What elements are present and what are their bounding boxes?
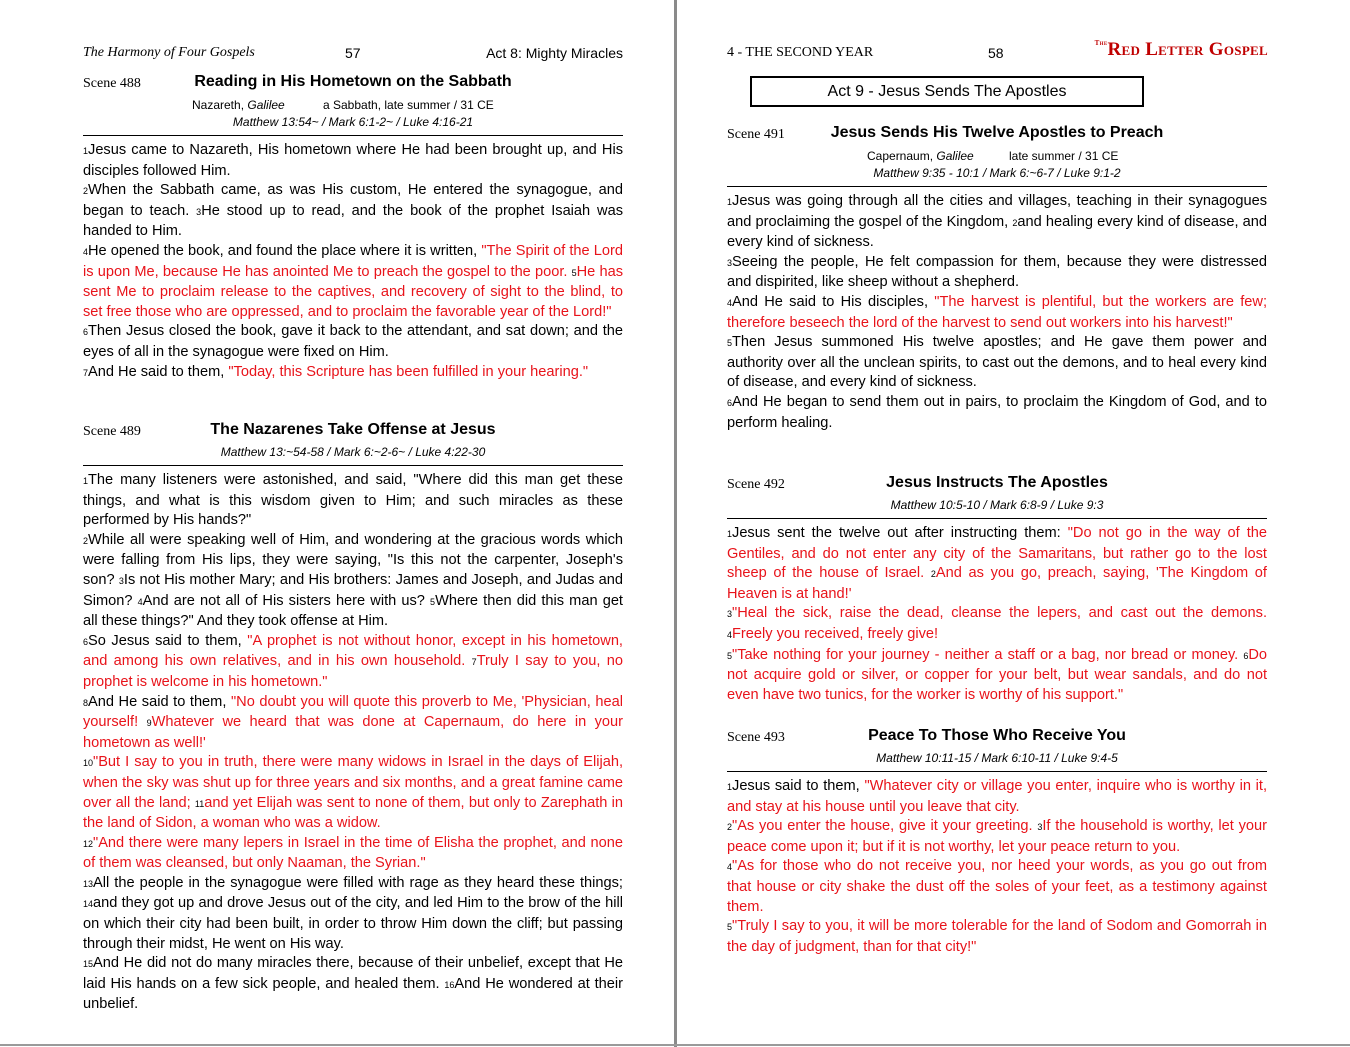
running-head-act: Act 8: Mighty Miracles — [486, 45, 623, 61]
verse-number: 1 — [727, 197, 733, 207]
verse-text: Jesus said to them, — [732, 778, 865, 794]
verse-text: And He did not do many miracles there, because of their unbelief, except that He laid His hands on a few sick people, and healed them. — [83, 955, 623, 992]
verse-number: 4 — [83, 246, 89, 257]
scene-488 — [83, 72, 623, 383]
verse-text: And He said to them, — [88, 363, 229, 380]
red-letter-text: and yet Elijah was sent to none of them, but only to Zarephath in the land of Sidon, a woman who was a widow. — [83, 794, 623, 832]
location-time: a Sabbath, late summer / 31 CE — [323, 98, 494, 112]
red-letter-text: "Whatever city or village you enter, inquire who is worthy in it, and stay at his house until you leave that city. — [727, 778, 1267, 815]
scripture-references: Matthew 10:11-15 / Mark 6:10-11 / Luke 9:4-5 — [876, 751, 1118, 765]
red-letter-text: "No doubt you will quote this proverb to Me, 'Physician, heal yourself! — [83, 693, 623, 731]
scene-rule — [727, 186, 1267, 187]
scene-verses — [727, 524, 1267, 705]
red-letter-text: "Today, this Scripture has been fulfilled in your hearing." — [228, 363, 589, 380]
scene-rule — [83, 135, 623, 136]
verse-paragraph — [727, 646, 1267, 706]
verse-paragraph — [727, 857, 1267, 917]
scripture-references: Matthew 9:35 - 10:1 / Mark 6:~6-7 / Luke 9:1-2 — [873, 166, 1121, 180]
verse-text: All the people in the synagogue were filled with rage as they heard these things; — [93, 874, 623, 891]
scene-rule — [83, 465, 623, 466]
red-letter-text: And as you go, preach, saying, 'The Kingdom of Heaven is at hand!' — [727, 565, 1267, 602]
verse-number: 5 — [430, 596, 436, 607]
verse-number: 1 — [83, 476, 89, 486]
verse-number: 5 — [727, 650, 733, 661]
verse-text: And He began to send them out in pairs, to proclaim the Kingdom of God, and to perform healing. — [727, 393, 1267, 431]
verse-paragraph — [83, 834, 623, 874]
scene-title: Peace To Those Who Receive You — [868, 727, 1126, 744]
verse-number: 4 — [137, 596, 143, 607]
verse-number: 1 — [83, 146, 89, 156]
verse-paragraph — [83, 632, 623, 693]
left-page — [0, 0, 674, 1047]
verse-number: 13 — [83, 878, 94, 889]
scene-rule — [727, 518, 1267, 519]
scene-location — [83, 96, 623, 114]
verse-number: 5 — [727, 338, 733, 349]
scene-number: Scene 489 — [83, 424, 141, 439]
verse-number: 1 — [727, 529, 733, 539]
red-letter-text: "As you enter the house, give it your greeting. — [732, 818, 1038, 835]
scene-verses — [727, 777, 1267, 957]
running-head-section: 4 - THE SECOND YEAR — [727, 45, 874, 60]
verse-paragraph — [83, 954, 623, 1015]
verse-number: 3 — [118, 575, 124, 586]
page-number: 58 — [988, 45, 1004, 61]
verse-paragraph — [727, 777, 1267, 817]
verse-paragraph — [83, 242, 623, 322]
verse-number: 2 — [83, 535, 89, 546]
verse-number: 2 — [83, 186, 89, 197]
verse-number: 3 — [1037, 822, 1043, 833]
verse-text: He opened the book, and found the place where it is written, — [88, 242, 482, 259]
red-letter-text: "Truly I say to you, it will be more tolerable for the land of Sodom and Gomorrah in the day of judgment, than for that city!" — [727, 918, 1267, 955]
verse-paragraph — [83, 181, 623, 242]
scene-489 — [83, 420, 623, 1015]
verse-number: 4 — [727, 629, 733, 640]
scene-title: The Nazarenes Take Offense at Jesus — [210, 421, 496, 438]
verse-paragraph — [83, 141, 623, 181]
act-title-box: Act 9 - Jesus Sends The Apostles — [750, 76, 1144, 107]
red-letter-text: "A prophet is not without honor, except in his hometown, and among his own relatives, and in his own household. — [83, 632, 623, 670]
verse-paragraph — [727, 192, 1267, 253]
verse-number: 12 — [83, 838, 94, 849]
red-letter-text: Freely you received, freely give! — [732, 625, 939, 642]
verse-number: 2 — [1012, 217, 1018, 228]
red-letter-text: Truly I say to you, no prophet is welcome in his hometown." — [83, 653, 623, 690]
red-letter-text: Do not acquire gold or silver, or copper for your belt, but wear sandals, and do not even have two tunics, for the worker is worthy of his support." — [727, 646, 1267, 703]
verse-text: Then Jesus summoned His twelve apostles; and He gave them power and authority over all the unclean spirits, to cast out the demons, and to heal every kind of disease, and every kind of sickness. — [727, 334, 1267, 391]
scene-492 — [727, 473, 1267, 705]
verse-paragraph — [83, 531, 623, 632]
verse-text: And He said to His disciples, — [732, 293, 935, 310]
red-letter-text: He has sent Me to proclaim release to the captives, and recovery of sight to the blind, to set free those who are oppressed, and to proclaim the favorable year of the Lord!" — [83, 263, 624, 320]
location-region: Galilee — [247, 98, 285, 112]
verse-text: Jesus came to Nazareth, His hometown where He had been brought up, and His disciples followed Him. — [83, 142, 623, 179]
verse-paragraph — [83, 471, 623, 531]
page-number: 57 — [345, 45, 361, 61]
verse-number: 5 — [571, 267, 577, 278]
scene-verses — [83, 141, 623, 383]
verse-text: Is not His mother Mary; and His brothers: James and Joseph, and Judas and Simon? — [83, 571, 623, 609]
verse-number: 10 — [83, 758, 94, 769]
verse-text: When the Sabbath came, as was His custom, He entered the synagogue, and began to teach. — [83, 182, 623, 219]
scripture-references: Matthew 10:5-10 / Mark 6:8-9 / Luke 9:3 — [890, 498, 1104, 512]
location-place: Capernaum, — [867, 149, 937, 163]
red-letter-text: "Do not go in the way of the Gentiles, and do not enter any city of the Samaritans, but rather go to the lost sheep of the house of Israel. — [727, 525, 1267, 582]
verse-number: 1 — [727, 782, 733, 792]
verse-number: 3 — [727, 609, 733, 620]
verse-text: He stood up to read, and the book of the prophet Isaiah was handed to Him. — [83, 202, 623, 240]
right-page — [677, 0, 1350, 1047]
scene-number: Scene 493 — [727, 730, 785, 745]
verse-number: 3 — [727, 257, 733, 268]
verse-paragraph — [83, 874, 623, 954]
verse-paragraph — [727, 293, 1267, 333]
verse-number: 15 — [83, 959, 94, 970]
verse-text: So Jesus said to them, — [88, 632, 248, 649]
verse-number: 3 — [196, 206, 202, 217]
scene-title: Jesus Sends His Twelve Apostles to Preach — [830, 124, 1164, 141]
location-region: Galilee — [936, 149, 974, 163]
verse-text: and healing every kind of disease, and every kind of sickness. — [727, 213, 1267, 251]
verse-number: 16 — [444, 979, 455, 990]
verse-paragraph — [727, 524, 1267, 604]
scripture-references: Matthew 13:~54-58 / Mark 6:~2-6~ / Luke 4:22-30 — [220, 445, 486, 459]
verse-number: 7 — [83, 367, 89, 378]
red-letter-text: If the household is worthy, let your peace come upon it; but if it is not worthy, let your peace return to you. — [727, 818, 1267, 855]
red-letter-gospel-logo: $^{The}$Red Letter Gospel — [1094, 39, 1268, 60]
red-letter-text: "The Spirit of the Lord is upon Me, because He has anointed Me to preach the gospel to the poor. — [83, 242, 623, 280]
verse-text: Jesus was going through all the cities and villages, teaching in their synagogues and proclaiming the gospel of the Kingdom, — [727, 193, 1267, 230]
verse-number: 14 — [83, 899, 94, 910]
verse-paragraph — [727, 253, 1267, 293]
verse-text: While all were speaking well of Him, and wondering at the gracious words which were falling from His lips, they were saying, "Is this not the carpenter, Joseph's son? — [83, 531, 623, 588]
verse-number: 5 — [727, 922, 733, 933]
verse-paragraph — [727, 917, 1267, 957]
verse-number: 6 — [83, 327, 89, 338]
verse-paragraph — [727, 604, 1267, 645]
red-letter-text: "The harvest is plentiful, but the workers are few; therefore beseech the lord of the harvest to send out workers into his harvest!" — [727, 293, 1267, 331]
verse-paragraph — [83, 753, 623, 833]
scripture-references: Matthew 13:54~ / Mark 6:1-2~ / Luke 4:16-21 — [232, 115, 474, 129]
verse-number: 9 — [146, 718, 152, 729]
scene-491 — [727, 123, 1267, 433]
verse-text: The many listeners were astonished, and said, "Where did this man get these things, and what is this wisdom given to Him; and such miracles as these performed by His hands?" — [83, 472, 623, 529]
red-letter-text: "And there were many lepers in Israel in the time of Elisha the prophet, and none of them was cleansed, but only Naaman, the Syrian." — [83, 834, 623, 872]
verse-paragraph — [83, 693, 623, 754]
scene-rule — [727, 771, 1267, 772]
verse-text: And He wondered at their unbelief. — [83, 975, 624, 1013]
verse-text: And He said to them, — [88, 693, 231, 710]
scene-verses — [727, 192, 1267, 433]
verse-number: 4 — [727, 862, 733, 873]
red-letter-text: "Heal the sick, raise the dead, cleanse the lepers, and cast out the demons. — [732, 605, 1267, 622]
red-letter-text: "Take nothing for your journey - neither a staff or a bag, nor bread or money. — [732, 646, 1244, 663]
scene-verses — [83, 471, 623, 1015]
verse-text: and they got up and drove Jesus out of the city, and led Him to the brow of the hill on which their city had been built, in order to throw Him down the cliff; but passing through their midst, He went on His way. — [83, 895, 623, 952]
verse-number: 8 — [83, 697, 89, 708]
verse-text: Where then did this man get all these things?" And they took offense at Him. — [83, 592, 623, 630]
scene-location — [727, 147, 1267, 165]
verse-number: 7 — [471, 657, 477, 668]
verse-text: Seeing the people, He felt compassion for them, because they were distressed and dispirited, like sheep without a shepherd. — [727, 253, 1267, 291]
location-time: late summer / 31 CE — [1009, 149, 1119, 163]
verse-number: 6 — [83, 636, 89, 647]
scene-number: Scene 488 — [83, 76, 141, 91]
scene-493 — [727, 726, 1267, 957]
red-letter-text: Whatever we heard that was done at Capernaum, do here in your hometown as well!' — [83, 714, 623, 751]
verse-text: Then Jesus closed the book, gave it back to the attendant, and sat down; and the eyes of all in the synagogue were fixed on Him. — [83, 323, 623, 360]
verse-text: Jesus sent the twelve out after instructing them: — [732, 525, 1068, 541]
red-letter-text: "But I say to you in truth, there were many widows in Israel in the days of Elijah, when the sky was shut up for three years and six months, and a great famine came over all the land; — [83, 754, 623, 811]
verse-number: 2 — [727, 822, 733, 833]
verse-text: And are not all of His sisters here with us? — [142, 592, 431, 609]
scene-number: Scene 492 — [727, 477, 785, 492]
verse-paragraph — [727, 393, 1267, 433]
verse-paragraph — [83, 363, 623, 384]
scene-title: Jesus Instructs The Apostles — [886, 474, 1108, 491]
red-letter-text: "As for those who do not receive you, nor heed your words, as you go out from that house or city shake the dust off the soles of your feet, as a testimony against them. — [727, 858, 1267, 915]
scene-number: Scene 491 — [727, 127, 785, 142]
verse-paragraph — [727, 817, 1267, 857]
verse-paragraph — [83, 322, 623, 362]
verse-number: 2 — [930, 569, 936, 580]
running-head-book-title: The Harmony of Four Gospels — [83, 45, 255, 60]
verse-number: 6 — [727, 397, 733, 408]
verse-number: 4 — [727, 297, 733, 308]
location-place: Nazareth, — [192, 98, 248, 112]
scene-title: Reading in His Hometown on the Sabbath — [194, 73, 512, 90]
verse-number: 6 — [1243, 650, 1249, 661]
verse-number: 11 — [194, 798, 205, 809]
verse-paragraph — [727, 333, 1267, 393]
